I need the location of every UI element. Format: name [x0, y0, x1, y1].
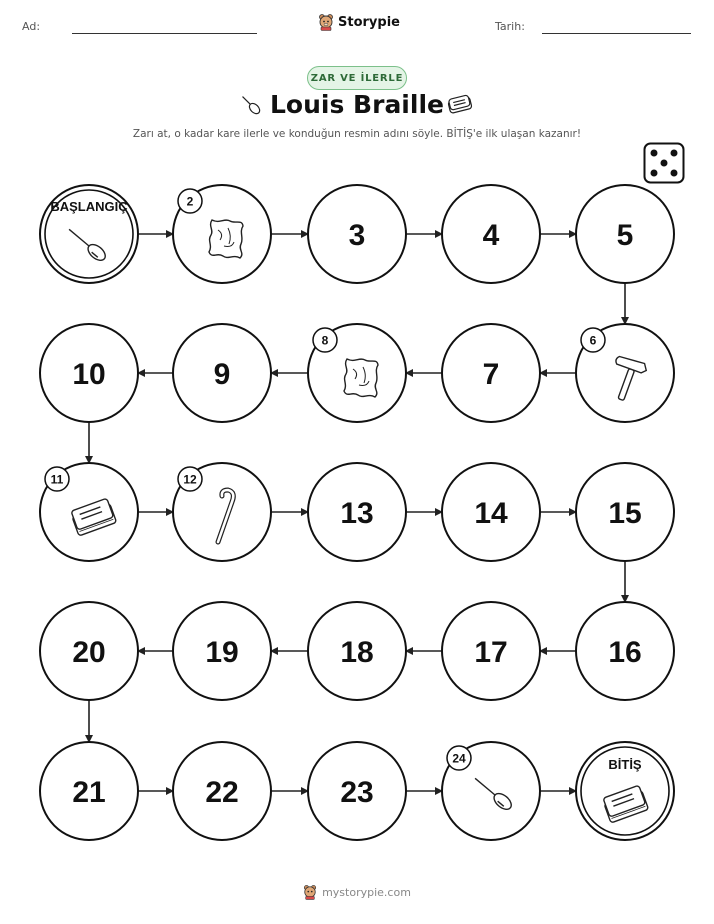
date-label: Tarih:: [495, 20, 525, 33]
space-number: 22: [205, 776, 239, 809]
board-space-17[interactable]: [442, 602, 540, 700]
game-type-badge: ZAR VE İLERLE: [307, 66, 407, 90]
board-space-15[interactable]: [576, 463, 674, 561]
footer: [0, 884, 714, 900]
board-space-19[interactable]: [173, 602, 271, 700]
board-space-6[interactable]: [576, 324, 674, 422]
board-space-13[interactable]: [308, 463, 406, 561]
space-number: 18: [340, 636, 374, 669]
leather-hide-icon: [344, 359, 378, 397]
space-number: 20: [72, 636, 106, 669]
leather-hide-icon: [209, 220, 243, 258]
space-number: 15: [608, 497, 642, 530]
board-space-21[interactable]: [40, 742, 138, 840]
instructions: Zarı at, o kadar kare ilerle ve konduğun resmin adını söyle. BİTİŞ'e ilk ulaşan kazanır!: [132, 128, 582, 140]
board-space-4[interactable]: [442, 185, 540, 283]
space-number: 21: [72, 776, 106, 809]
board-space-24[interactable]: [442, 742, 540, 840]
board-space-5[interactable]: [576, 185, 674, 283]
space-number: 2: [186, 194, 194, 209]
finish-label: BİTİŞ: [608, 757, 642, 772]
space-number: 17: [474, 636, 508, 669]
page-title: Louis Braille: [270, 90, 444, 119]
space-number: 4: [482, 219, 500, 252]
space-number: 3: [348, 219, 366, 252]
space-number: 11: [50, 472, 64, 487]
start-space[interactable]: [40, 185, 138, 283]
board-space-10[interactable]: [40, 324, 138, 422]
space-number: 12: [183, 472, 197, 487]
brand-name: Storypie: [338, 14, 400, 30]
board-space-22[interactable]: [173, 742, 271, 840]
space-number: 14: [474, 497, 508, 530]
storypie-bear-icon: [303, 884, 317, 900]
space-number: 16: [608, 636, 642, 669]
board-space-14[interactable]: [442, 463, 540, 561]
board-space-9[interactable]: [173, 324, 271, 422]
board-space-18[interactable]: [308, 602, 406, 700]
space-number: 5: [616, 219, 634, 252]
board-space-12[interactable]: [173, 463, 271, 561]
board-space-3[interactable]: [308, 185, 406, 283]
board-space-2[interactable]: [173, 185, 271, 283]
start-label: BAŞLANGIÇ: [50, 199, 128, 214]
board-space-16[interactable]: [576, 602, 674, 700]
footer-url: mystorypie.com: [322, 885, 411, 899]
name-label: Ad:: [22, 20, 41, 33]
board-space-11[interactable]: [40, 463, 138, 561]
space-number: 6: [589, 333, 597, 348]
space-number: 23: [340, 776, 374, 809]
board-space-20[interactable]: [40, 602, 138, 700]
board-space-23[interactable]: [308, 742, 406, 840]
space-number: 9: [213, 358, 231, 391]
space-number: 24: [452, 751, 466, 766]
space-number: 8: [321, 333, 329, 348]
space-number: 13: [340, 497, 374, 530]
space-number: 10: [72, 358, 106, 391]
board-space-7[interactable]: [442, 324, 540, 422]
board-space-8[interactable]: [308, 324, 406, 422]
finish-space[interactable]: [576, 742, 674, 840]
space-number: 19: [205, 636, 239, 669]
space-number: 7: [482, 358, 500, 391]
